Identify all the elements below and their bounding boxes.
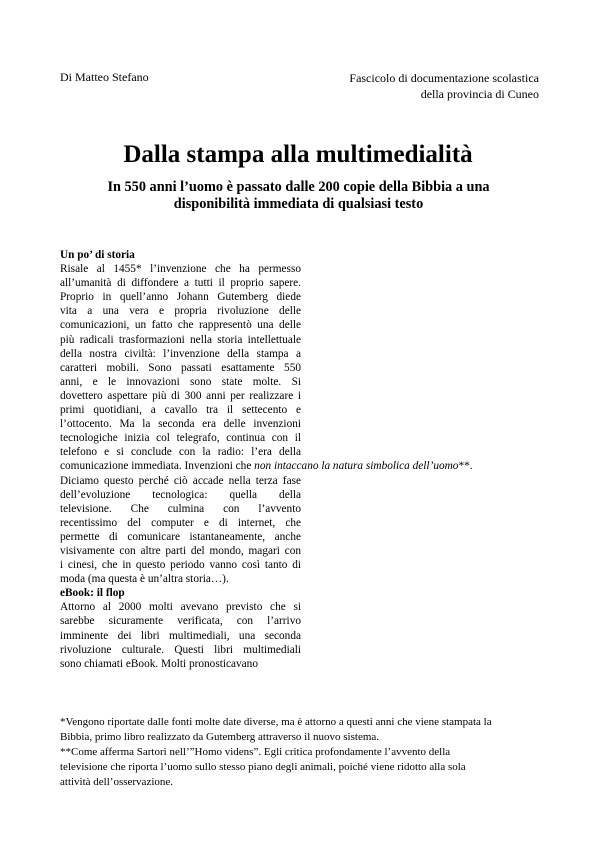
section-heading-ebook: eBook: il flop xyxy=(60,587,125,600)
text-line: i cinesi, che in questo periodo vanno così tanto di xyxy=(60,559,301,572)
publication-source xyxy=(239,70,539,102)
text-line: dovettero aspettare più di 300 anni per realizzare i xyxy=(60,389,301,402)
subtitle-line-2: disponibilità immediata di qualsiasi testo xyxy=(173,196,424,212)
paragraph-ebook xyxy=(60,600,301,670)
text-line: tecnologiche inizia col telegrafo, continua con il xyxy=(60,432,301,445)
footnote-2-line: **Come afferma Sartori nell’”Homo videns”. Egli critica profondamente l’avvento della xyxy=(60,746,451,758)
article-title: Dalla stampa alla multimedialità xyxy=(123,141,473,168)
text-line: recentissimo del computer e di internet, che xyxy=(60,516,301,529)
text-line: anni, e le innovazioni sono state molte. Si xyxy=(60,375,301,388)
text-line: caratteri mobili. Sono passati esattamente 550 xyxy=(60,361,301,374)
source-line-1: Fascicolo di documentazione scolastica xyxy=(349,71,539,85)
text-line: Proprio in quell’anno Johann Gutemberg diede xyxy=(60,291,301,304)
footnote-2-line: televisione che riporta l’uomo sullo stesso piano degli animali, poiché viene ridotto alla sola xyxy=(60,761,466,773)
article-column xyxy=(60,248,473,671)
article-subtitle xyxy=(60,179,537,213)
text-line: permette di comunicare istantaneamente, anche xyxy=(60,530,301,543)
text-line: primi quotidiani, a cavallo tra il settecento e xyxy=(60,404,301,417)
section-heading-history: Un po’ di storia xyxy=(60,249,135,261)
text-line: imminente dei libri multimediali, una seconda xyxy=(60,629,301,642)
text-line: visivamente con altre parti del mondo, magari con xyxy=(60,544,301,557)
text-line xyxy=(60,459,473,473)
footnote-1-line: *Vengono riportate dalle fonti molte date diverse, ma è attorno a questi anni che viene stampata la xyxy=(60,716,492,728)
subtitle-line-1: In 550 anni l’uomo è passato dalle 200 copie della Bibbia a una xyxy=(107,179,490,195)
text-line: sono chiamati eBook. Molti pronosticavano xyxy=(60,657,258,670)
source-line-2: della provincia di Cuneo xyxy=(420,87,539,101)
footnotes xyxy=(60,715,540,790)
footnote-ref: **. xyxy=(458,460,473,473)
text-line: l’ottocento. Ma la seconda era delle invenzioni xyxy=(60,418,301,431)
footnote-2-line: attività dell’osservazione. xyxy=(60,776,174,788)
footnote-1-line: Bibbia, primo libro realizzato da Gutemberg attraverso il nuovo sistema. xyxy=(60,731,380,743)
text-line: comunicazioni, un fatto che rappresentò una delle xyxy=(60,319,301,332)
text-line: moda (ma questa è un’altra storia…). xyxy=(60,573,229,586)
text-line: Risale al 1455* l’invenzione che ha permesso xyxy=(60,263,301,276)
italic-quote: non intaccano la natura simbolica dell’uomo xyxy=(254,460,459,473)
text-line: vita a una vera e propria rivoluzione delle xyxy=(60,305,301,318)
text-line: televisione. Che culmina con l’avvento xyxy=(60,502,301,515)
text-line: Diciamo questo perché ciò accade nella terza fase xyxy=(60,474,301,487)
text-line: rivoluzione culturale. Questi libri multimediali xyxy=(60,643,301,656)
paragraph-history xyxy=(60,262,473,586)
text-line: Attorno al 2000 molti avevano previsto che si xyxy=(60,601,301,614)
text-line: all’umanità di diffondere a tutti il proprio sapere. xyxy=(60,277,301,290)
text-line: sarebbe sicuramente verificata, con l’arrivo xyxy=(60,615,301,628)
text-fragment: comunicazione immediata. Invenzioni che xyxy=(60,460,252,473)
text-line: dell’evoluzione tecnologica: quella della xyxy=(60,488,301,501)
text-line: più radicali trasformazioni nella storia intellettuale xyxy=(60,333,301,346)
text-line: della nostra civiltà: l’invenzione della stampa a xyxy=(60,347,301,360)
text-line: telefono e si conclude con la radio: l’era della xyxy=(60,446,301,459)
author-name: Di Matteo Stefano xyxy=(60,70,149,84)
